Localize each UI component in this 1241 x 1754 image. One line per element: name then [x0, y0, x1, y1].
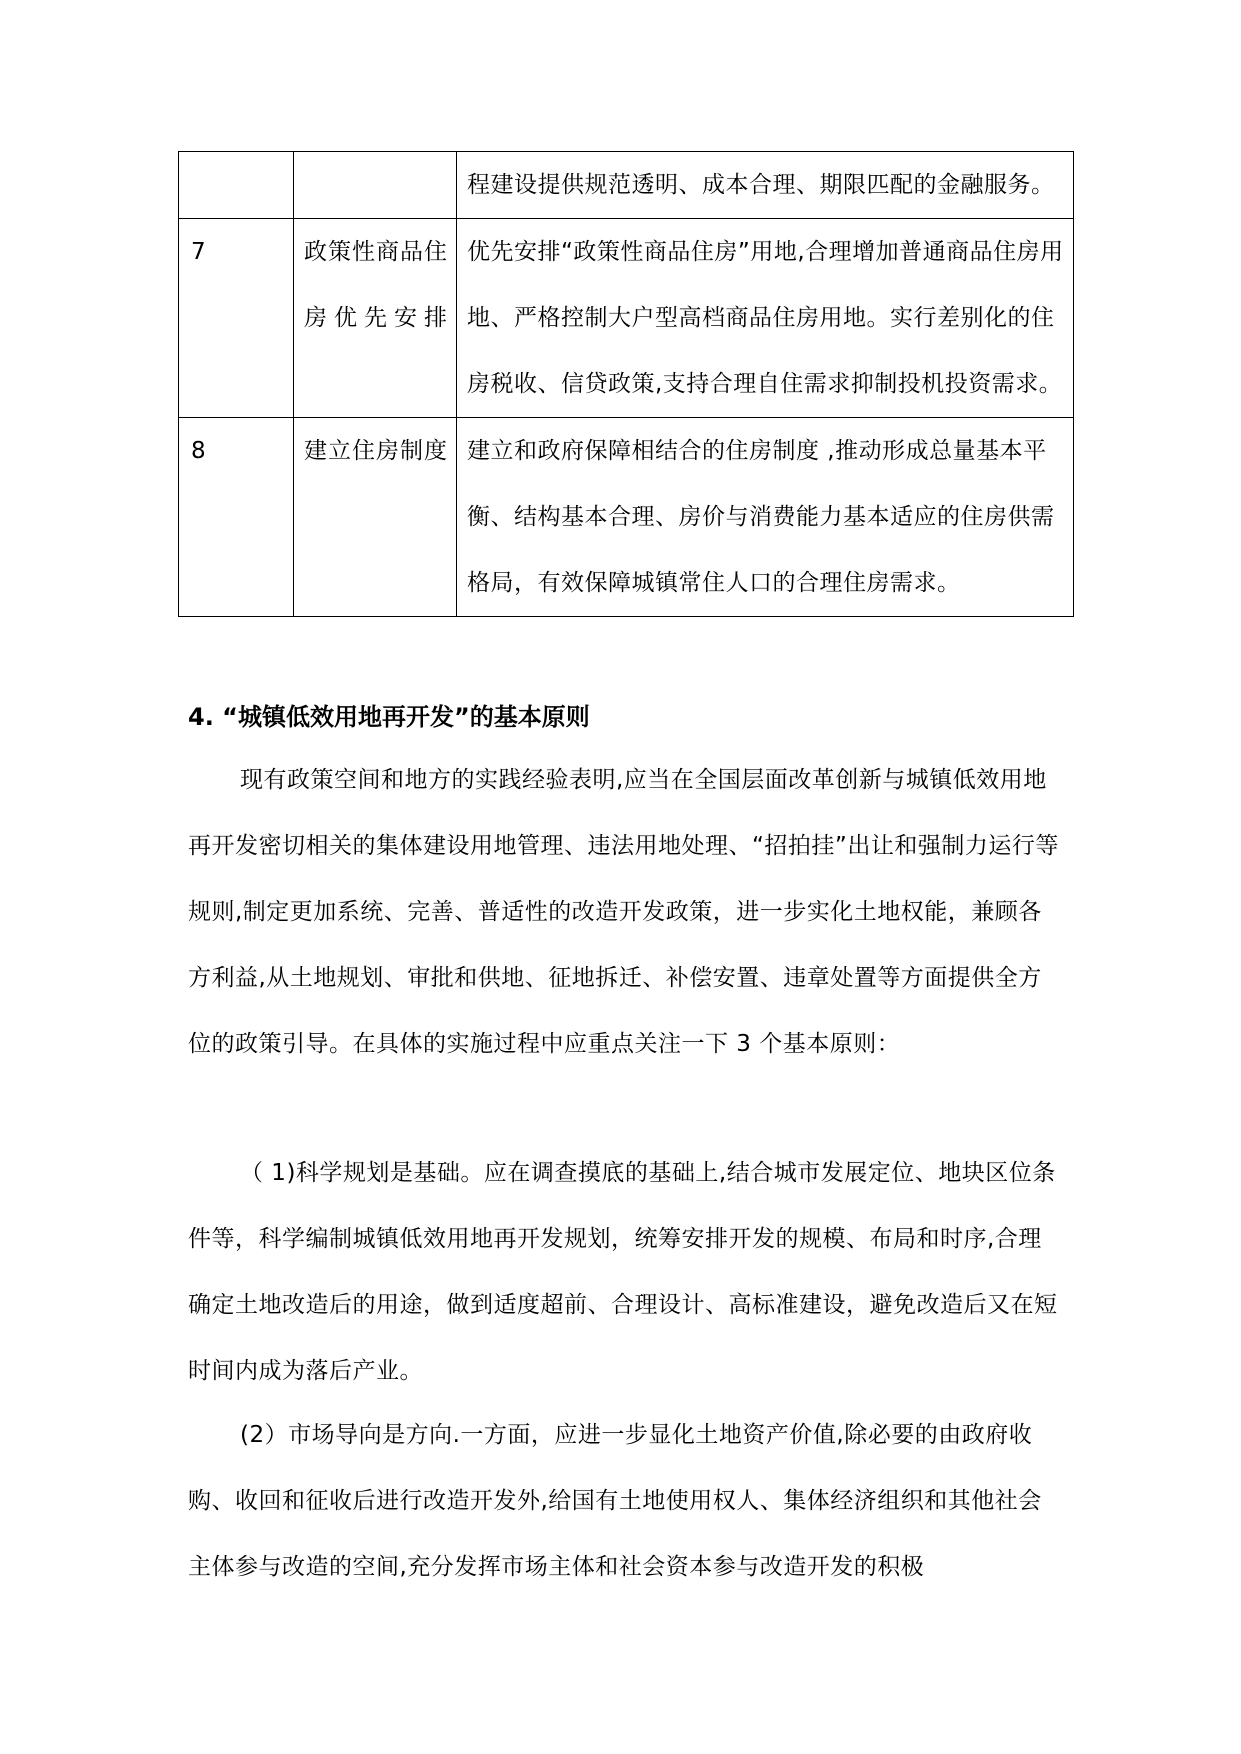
row-number: 7 — [179, 219, 294, 418]
policy-name: 建立住房制度 — [294, 418, 457, 617]
policy-description: 优先安排“政策性商品住房”用地,合理增加普通商品住房用地、严格控制大户型高档商品住房用地。实行差别化的住房税收、信贷政策,支持合理自住需求抑制投机投资需求。 — [457, 219, 1074, 418]
table-row — [179, 152, 1074, 219]
body-paragraph: (2）市场导向是方向.一方面，应进一步显化土地资产价值,除必要的由政府收购、收回和征收后进行改造开发外,给国有土地使用权人、集体经济组织和其他社会主体参与改造的空间,充分发挥市场主体和社会资本参与改造开发的积极 — [188, 1422, 1042, 1580]
row-number — [179, 152, 294, 219]
policy-table — [178, 151, 1074, 617]
table-row — [179, 418, 1074, 617]
table-row — [179, 219, 1074, 418]
policy-name: 政策性商品住房优先安排 — [294, 219, 457, 418]
body-paragraph: 现有政策空间和地方的实践经验表明,应当在全国层面改革创新与城镇低效用地再开发密切相关的集体建设用地管理、违法用地处理、“招拍挂”出让和强制力运行等规则,制定更加系统、完善、普适性的改造开发政策，进一步实化土地权能，兼顾各方利益,从土地规划、审批和供地、征地拆迁、补偿安置、违章处置等方面提供全方位的政策引导。在具体的实施过程中应重点关注一下 3 个基本原则： — [188, 767, 1059, 1057]
policy-description: 程建设提供规范透明、成本合理、期限匹配的金融服务。 — [457, 152, 1074, 219]
policy-name — [294, 152, 457, 219]
policy-description: 建立和政府保障相结合的住房制度 ,推动形成总量基本平衡、结构基本合理、房价与消费能力基本适应的住房供需格局，有效保障城镇常住人口的合理住房需求。 — [457, 418, 1074, 617]
section-heading: 4. “城镇低效用地再开发”的基本原则 — [188, 703, 590, 731]
body-paragraph: （ 1)科学规划是基础。应在调查摸底的基础上,结合城市发展定位、地块区位条件等，科学编制城镇低效用地再开发规划，统筹安排开发的规模、布局和时序,合理确定土地改造后的用途，做到适度超前、合理设计、高标准建设，避免改造后又在短时间内成为落后产业。 — [188, 1160, 1058, 1384]
row-number: 8 — [179, 418, 294, 617]
